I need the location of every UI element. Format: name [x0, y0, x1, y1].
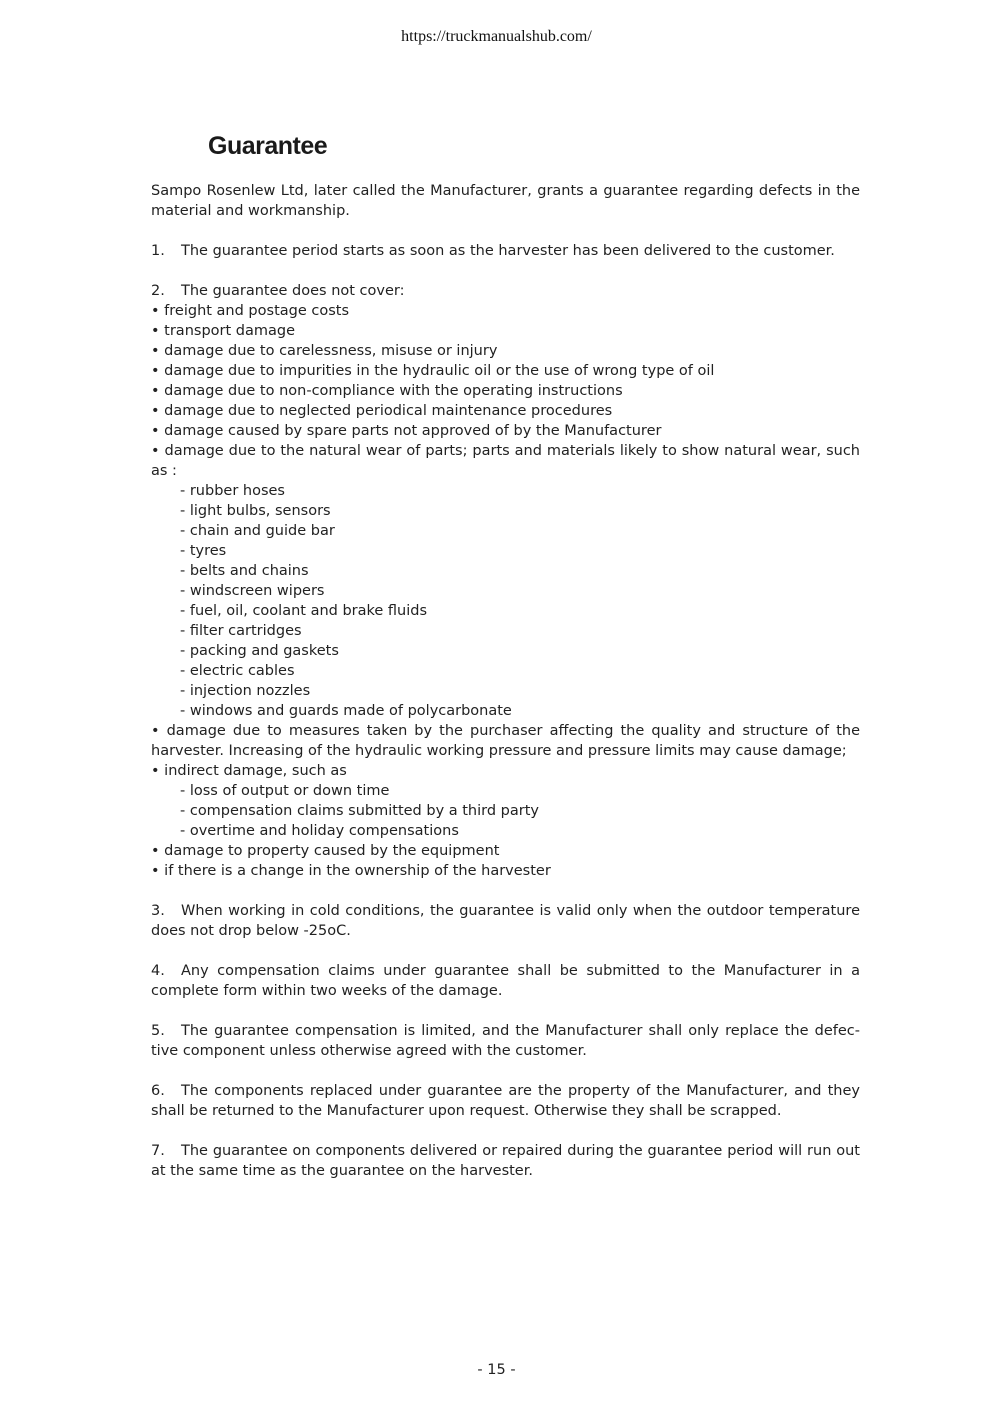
clause-number: 6.: [151, 1083, 165, 1099]
wear-part-item: - filter cartridges: [180, 623, 302, 639]
list-item: • damage due to measures taken by the purchaser affecting the quality and structure of the harvester. Increasing of the hydraulic working pressure and pressure limits may cause damage;: [151, 723, 860, 759]
wear-part-item: - electric cables: [180, 663, 295, 679]
clause-number: 3.: [151, 903, 165, 919]
clause-text: The guarantee on components delivered or repaired during the guarantee period will run out at the same time as the guarantee on the harvester.: [151, 1143, 860, 1179]
intro-paragraph: Sampo Rosenlew Ltd, later called the Manufacturer, grants a guarantee regarding defects in the material and workmanship.: [151, 183, 860, 219]
list-item: • damage due to non-compliance with the operating instructions: [151, 383, 623, 399]
wear-part-item: - windows and guards made of polycarbonate: [180, 703, 512, 719]
list-item: • if there is a change in the ownership of the harvester: [151, 863, 551, 879]
wear-part-item: - injection nozzles: [180, 683, 311, 699]
page-title: Guarantee: [208, 132, 328, 160]
list-item: • indirect damage, such as: [151, 763, 347, 779]
clause-number: 7.: [151, 1143, 165, 1159]
clause-text: The guarantee compensation is limited, and the Manufacturer shall only replace the defec-tive component unless otherwise agreed with the customer.: [151, 1023, 860, 1059]
clause-4: [151, 961, 860, 1001]
wear-part-item: - windscreen wipers: [180, 583, 325, 599]
list-item: • damage due to carelessness, misuse or injury: [151, 343, 498, 359]
list-item: • damage caused by spare parts not approved of by the Manufacturer: [151, 423, 662, 439]
list-item: • transport damage: [151, 323, 295, 339]
clause-number: 2.: [151, 283, 165, 299]
wear-part-item: - rubber hoses: [180, 483, 285, 499]
list-item: • damage due to the natural wear of parts; parts and materials likely to show natural wear, such as :: [151, 443, 860, 479]
clause-7: [151, 1141, 860, 1181]
wear-part-item: - fuel, oil, coolant and brake fluids: [180, 603, 428, 619]
page-number: - 15 -: [477, 1362, 516, 1378]
clause-text: Any compensation claims under guarantee shall be submitted to the Manufacturer in a complete form within two weeks of the damage.: [151, 963, 860, 999]
indirect-item: - compensation claims submitted by a third party: [180, 803, 539, 819]
clause-1: [151, 241, 860, 261]
clause-text: The components replaced under guarantee are the property of the Manufacturer, and they shall be returned to the Manufacturer upon request. Otherwise they shall be scrapped.: [151, 1083, 860, 1119]
clause-text: When working in cold conditions, the guarantee is valid only when the outdoor temperature does not drop below -25oC.: [151, 903, 860, 939]
list-item: • damage due to impurities in the hydraulic oil or the use of wrong type of oil: [151, 363, 715, 379]
clause-3: [151, 901, 860, 941]
wear-part-item: - belts and chains: [180, 563, 309, 579]
list-item: • damage due to neglected periodical maintenance procedures: [151, 403, 613, 419]
clause-2: [151, 281, 860, 301]
wear-part-item: - chain and guide bar: [180, 523, 335, 539]
clause-number: 1.: [151, 243, 165, 259]
indirect-item: - overtime and holiday compensations: [180, 823, 459, 839]
wear-part-item: - packing and gaskets: [180, 643, 339, 659]
indirect-item: - loss of output or down time: [180, 783, 390, 799]
header-url: https://truckmanualshub.com/: [401, 28, 592, 45]
clause-text: The guarantee period starts as soon as the harvester has been delivered to the customer.: [181, 243, 835, 259]
list-item: • damage to property caused by the equipment: [151, 843, 500, 859]
clause-number: 5.: [151, 1023, 165, 1039]
clause-text: The guarantee does not cover:: [181, 283, 405, 299]
wear-part-item: - light bulbs, sensors: [180, 503, 331, 519]
clause-number: 4.: [151, 963, 165, 979]
clause-5: [151, 1021, 860, 1061]
clause-6: [151, 1081, 860, 1121]
wear-part-item: - tyres: [180, 543, 227, 559]
list-item: • freight and postage costs: [151, 303, 350, 319]
guarantee-body: [151, 181, 860, 1181]
